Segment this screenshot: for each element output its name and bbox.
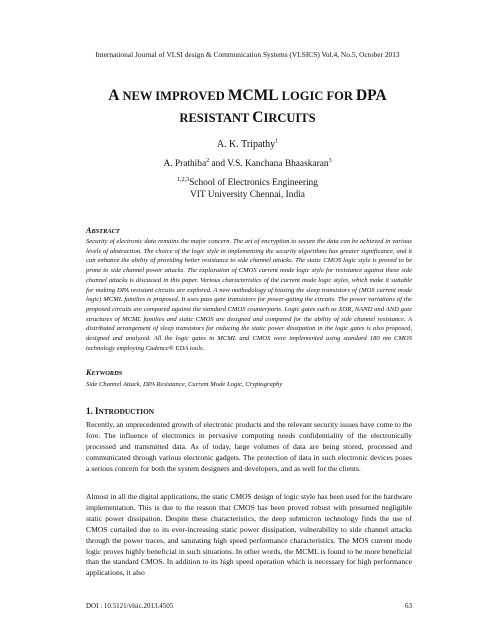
title-part: IRCUITS [263, 111, 316, 125]
keywords-heading [86, 368, 122, 377]
intro-paragraph-1: Recently, an unprecedented growth of electronic products and the relevant security issues have come to the fore. The influence of electronics in pervasive computing needs confidentiality of the electronically processed and transmitted data. As of today, large volumes of data are being stored, processed and communicated through various electronic gadgets. The protection of data in such electronic devices poses a serious concern for both the system designers and developers, and as well for the clients. [86, 420, 412, 473]
affiliation [0, 177, 495, 201]
author-affiliation-mark: 3 [328, 157, 332, 164]
author-name: A. Prathiba [163, 159, 207, 169]
affiliation-university: VIT University Chennai, India [190, 190, 305, 200]
running-header: International Journal of VLSI design & Communication Systems (VLSICS) Vol.4, No.5, October 2013 [95, 50, 400, 59]
title-part: C [252, 109, 264, 126]
author-name: A. K. Tripathy [216, 139, 276, 150]
author-affiliation-mark: 1 [275, 138, 279, 145]
author-affiliation-mark: 2 [206, 157, 210, 164]
keywords-text: Side Channel Attack, DPA Resistance, Current Mode Logic, Cryptography [86, 381, 283, 388]
doi-footer: DOI : 10.5121/vlsic.2013.4505 [86, 602, 174, 610]
heading-rest: BSTRACT [91, 228, 120, 235]
title-part: LOGIC FOR [281, 89, 356, 103]
affiliation-mark: 1,2,3 [177, 176, 190, 183]
page-number: 63 [405, 602, 412, 610]
heading-initial: A [86, 226, 92, 235]
author-line-1 [0, 139, 495, 150]
paper-title [40, 85, 455, 129]
heading-rest: EYWORDS [91, 370, 123, 377]
title-part: A [108, 87, 123, 104]
heading-initial: 1. I [86, 406, 99, 416]
title-part: RESISTANT [179, 111, 253, 125]
heading-initial: K [86, 368, 92, 377]
intro-paragraph-2: Almost in all the digital applications, the static CMOS design of logic style has been used for the hardware implementation. This is due to the reason that CMOS has been proved robust with presumed negligible static power dissipation. Despite these characteristics, the deep submicron technology finds the use of CMOS curtailed due to its ever-increasing static power dissipation, vulnerability to side channel attacks through the power traces, and saturating high speed performance characteristics. The MOS current mode logic proves highly beneficial in such situations. In other words, the MCML is found to be more beneficial than the standard CMOS. In addition to its high speed operation which is necessary for high performance applications, it also [86, 492, 412, 578]
abstract-text: Security of electronic data remains the major concern. The art of encryption to secure the data can be achieved in various levels of abstraction. The choice of the logic style in implementing the security algorithms has greater significance, and it can enhance the ability of providing better resistance to side channel attacks. The static CMOS logic style is proved to be prone to side channel power attacks. The exploration of CMOS current mode logic style for resistance against these side channel attacks is discussed in this paper. Various characteristics of the current mode logic styles, which make it suitable for making DPA resistant circuits are explored. A new methodology of biasing the sleep transistors of (MOS current mode logic) MCML families is proposed. It uses pass gate transistors for power-gating the circuits. The power variations of the proposed circuits are compared against the standard CMOS counterparts. Logic gates such as XOR, NAND and AND gate structures of MCML families and static CMOS are designed and compared for the ability of side channel resistance. A distributed arrangement of sleep transistors for reducing the static power dissipation in the logic gates is also proposed, designed and analyzed. All the logic gates in MCML and CMOS were implemented using standard 180 nm CMOS technology employing Cadence® EDA tools. [86, 238, 412, 352]
heading-rest: NTRODUCTION [98, 407, 155, 416]
title-part: NEW IMPROVED [122, 89, 228, 103]
affiliation-school: School of Electronics Engineering [189, 178, 318, 188]
section-heading-introduction [86, 406, 154, 416]
author-name: and V.S. Kanchana Bhaaskaran [209, 159, 329, 169]
abstract-heading [86, 226, 120, 235]
author-line-2 [0, 159, 495, 169]
title-part: DPA [355, 87, 387, 104]
title-part: MCML [227, 87, 282, 104]
